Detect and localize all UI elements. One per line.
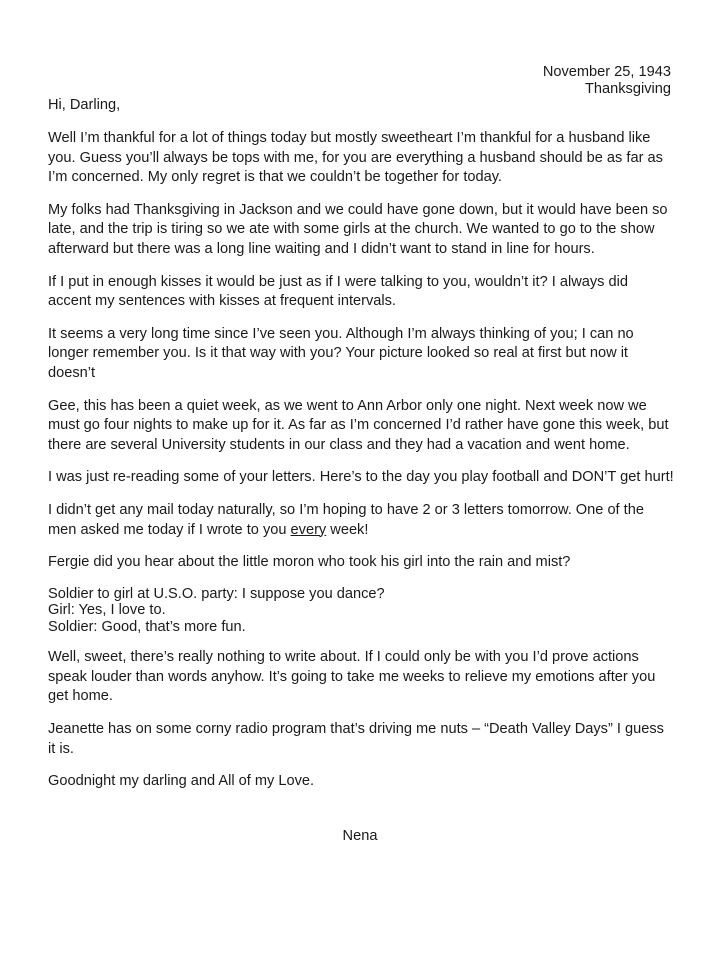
signature: Nena <box>342 828 378 844</box>
letter-body <box>48 129 674 805</box>
date-block <box>543 64 671 98</box>
salutation: Hi, Darling, <box>48 97 121 113</box>
letter-date: November 25, 1943 <box>542 64 671 80</box>
dialogue-block <box>48 586 674 636</box>
paragraph-radio: Jeanette has on some corny radio program that’s driving me nuts – “Death Valley Days” I guess it is. <box>48 720 664 757</box>
paragraph-moron-question: Fergie did you hear about the little moron who took his girl into the rain and mist? <box>48 554 571 571</box>
paragraph-letters: I was just re-reading some of your letters. Here’s to the day you play football and DON’T get hurt! <box>48 469 674 486</box>
dialogue-line-soldier-question: Soldier to girl at U.S.O. party: I suppose you dance? <box>48 585 385 602</box>
paragraph-kisses: If I put in enough kisses it would be just as if I were talking to you, wouldn’t it? I always did accent my sentences with kisses at frequent intervals. <box>48 273 629 310</box>
dialogue-line-soldier-answer: Soldier: Good, that’s more fun. <box>48 618 246 635</box>
paragraph-long-time: It seems a very long time since I’ve seen you. Although I’m always thinking of you; I can no longer remember you. Is it that way with you? Your picture looked so real at first but now it doesn’t <box>48 325 634 381</box>
paragraph-mail <box>48 501 674 540</box>
mail-text-before: I didn’t get any mail today naturally, so I’m hoping to have 2 or 3 letters tomorrow. One of the men asked me today if I wrote to you <box>48 501 644 538</box>
paragraph-nothing-to-write: Well, sweet, there’s really nothing to write about. If I could only be with you I’d prove actions speak louder than words anyhow. It’s going to take me weeks to relieve my emotions after you get home. <box>48 649 656 705</box>
paragraph-thankful: Well I’m thankful for a lot of things today but mostly sweetheart I’m thankful for a husband like you. Guess you’ll always be tops with me, for you are everything a husband should be as far as I’m concerned. My only regret is that we couldn’t be together for today. <box>48 130 663 186</box>
paragraph-jackson: My folks had Thanksgiving in Jackson and we could have gone down, but it would have been so late, and the trip is tiring so we ate with some girls at the church. We wanted to go to the show afterward but there was a long line waiting and I didn’t want to stand in line for hours. <box>48 201 668 257</box>
dialogue-line-girl: Girl: Yes, I love to. <box>48 602 166 619</box>
paragraph-goodnight: Goodnight my darling and All of my Love. <box>48 773 315 790</box>
paragraph-quiet-week: Gee, this has been a quiet week, as we went to Ann Arbor only one night. Next week now we must go four nights to make up for it. As far as I’m concerned I’d rather have gone this week, but there are several University students in our class and they had a vacation and went home. <box>48 397 669 453</box>
letter-occasion: Thanksgiving <box>585 81 671 97</box>
mail-text-underlined: every <box>290 521 327 538</box>
mail-text-after: week! <box>326 521 369 538</box>
